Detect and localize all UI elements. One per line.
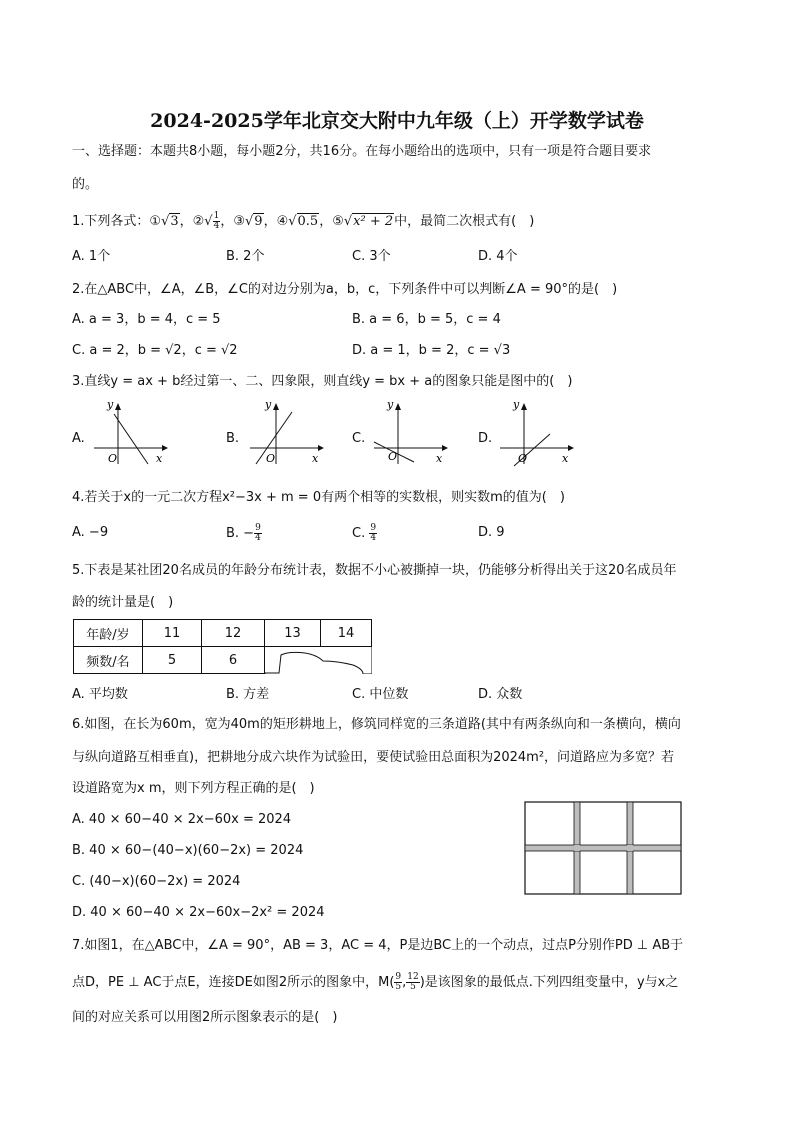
q6-option-c[interactable]: C. (40−x)(60−2x) = 2024 <box>72 874 241 889</box>
q3-option-b[interactable]: B. <box>226 431 240 446</box>
question-2-stem: 2.在△ABC中，∠A，∠B，∠C的对边分别为a，b，c，下列条件中可以判断∠A = 90°的是( ) <box>72 282 618 297</box>
q1-option-b[interactable]: B. 2个 <box>226 249 265 264</box>
q5-option-a[interactable]: A. 平均数 <box>72 687 128 702</box>
svg-text:O: O <box>518 452 528 465</box>
q3-option-d[interactable]: D. <box>478 431 493 446</box>
q1-option-a[interactable]: A. 1个 <box>72 249 111 264</box>
question-7-stem-cont2: 间的对应关系可以用图2所示图象表示的是( ) <box>72 1010 338 1025</box>
q4-option-d[interactable]: D. 9 <box>478 525 505 540</box>
table-header-frequency: 频数/名 <box>74 647 143 674</box>
question-3-stem: 3.直线y = ax + b经过第一、二、四象限，则直线y = bx + a的图象只能是图中的( ) <box>72 374 573 389</box>
table-row <box>74 647 372 674</box>
q4-option-a[interactable]: A. −9 <box>72 525 109 540</box>
q5-option-d[interactable]: D. 众数 <box>478 687 523 702</box>
svg-text:O: O <box>108 452 118 465</box>
q5-option-c[interactable]: C. 中位数 <box>352 687 409 702</box>
radical-5: x² + 2 <box>353 214 394 229</box>
torn-cell <box>265 647 372 674</box>
age-frequency-table <box>73 619 372 674</box>
field-road-diagram <box>524 801 684 896</box>
question-7-stem-cont1: 点D，PE ⊥ AC于点E，连接DE如图2所示的图象中，M( $\frac{9}{5}$ , $\frac{12}{5}$ )是该图象的最低点.下列四组变量中，y与x之 <box>72 972 679 992</box>
svg-text:x: x <box>312 452 319 465</box>
question-4-stem: 4.若关于x的一元二次方程x²−3x + m = 0有两个相等的实数根，则实数m的值为( ) <box>72 490 565 505</box>
svg-text:y: y <box>513 398 520 411</box>
svg-text:O: O <box>388 450 398 463</box>
q4-option-b[interactable]: B. − $\frac{9}{4}$ <box>226 523 261 543</box>
table-cell: 12 <box>202 620 265 647</box>
radical-1: 3 <box>170 214 179 229</box>
section-heading: 一、选择题：本题共8小题，每小题2分，共16分。在每小题给出的选项中，只有一项是符合题目要求 <box>72 144 652 159</box>
svg-text:x: x <box>562 452 569 465</box>
svg-text:y: y <box>387 398 394 411</box>
q1-option-d[interactable]: D. 4个 <box>478 249 518 264</box>
svg-text:x: x <box>436 452 443 465</box>
q6-option-d[interactable]: D. 40 × 60−40 × 2x−60x−2x² = 2024 <box>72 905 325 920</box>
table-header-age: 年龄/岁 <box>74 620 143 647</box>
q2-option-d[interactable]: D. a = 1，b = 2，c = √3 <box>352 343 511 358</box>
q3-option-a[interactable]: A. <box>72 431 85 446</box>
torn-edge <box>265 647 372 674</box>
q1-option-c[interactable]: C. 3个 <box>352 249 391 264</box>
table-cell: 14 <box>321 620 372 647</box>
question-5-stem: 5.下表是某社团20名成员的年龄分布统计表，数据不小心被撕掉一块，仍能够分析得出关于这20名成员年 <box>72 563 677 578</box>
radical-4: 0.5 <box>297 214 319 229</box>
section-heading-cont: 的。 <box>72 177 99 192</box>
table-cell: 13 <box>265 620 321 647</box>
page-title: 2024-2025学年北京交大附中九年级（上）开学数学试卷 <box>150 110 644 132</box>
table-cell: 11 <box>143 620 202 647</box>
svg-text:x: x <box>156 452 163 465</box>
question-7-stem: 7.如图1，在△ABC中，∠A = 90°，AB = 3，AC = 4，P是边BC上的一个动点，过点P分别作PD ⊥ AB于 <box>72 938 684 953</box>
fraction-1-4: $\frac{1}{4}$ <box>213 211 220 231</box>
q2-option-a[interactable]: A. a = 3，b = 4，c = 5 <box>72 312 221 327</box>
question-1-stem: 1.下列各式：①√3，②√ $\frac{1}{4}$ ，③√9，④√0.5，⑤√x² + 2中，最简二次根式有( ) <box>72 211 535 231</box>
q2-option-c[interactable]: C. a = 2，b = √2，c = √2 <box>72 343 238 358</box>
question-6-stem-cont2: 设道路宽为x m，则下列方程正确的是( ) <box>72 781 315 796</box>
svg-text:O: O <box>266 452 276 465</box>
table-row <box>74 620 372 647</box>
q6-option-a[interactable]: A. 40 × 60−40 × 2x−60x = 2024 <box>72 812 292 827</box>
question-6-stem-cont1: 与纵向道路互相垂直)，把耕地分成六块作为试验田，要使试验田总面积为2024m²，问道路应为多宽？若 <box>72 750 675 765</box>
q2-option-b[interactable]: B. a = 6，b = 5，c = 4 <box>352 312 501 327</box>
svg-text:y: y <box>107 398 114 411</box>
question-5-stem-cont: 龄的统计量是( ) <box>72 595 174 610</box>
svg-text:y: y <box>265 398 272 411</box>
q4-option-c[interactable]: C. $\frac{9}{4}$ <box>352 523 377 543</box>
q3-graph-c <box>368 398 450 468</box>
q3-option-c[interactable]: C. <box>352 431 366 446</box>
q6-option-b[interactable]: B. 40 × 60−(40−x)(60−2x) = 2024 <box>72 843 304 858</box>
table-cell: 6 <box>202 647 265 674</box>
q3-graph-b <box>244 398 326 468</box>
q3-graph-d <box>494 398 576 468</box>
radical-3: 9 <box>254 214 263 229</box>
table-cell: 5 <box>143 647 202 674</box>
q5-option-b[interactable]: B. 方差 <box>226 687 270 702</box>
question-6-stem: 6.如图，在长为60m，宽为40m的矩形耕地上，修筑同样宽的三条道路(其中有两条纵向和一条横向，横向 <box>72 717 681 732</box>
q3-graph-a <box>88 398 170 468</box>
